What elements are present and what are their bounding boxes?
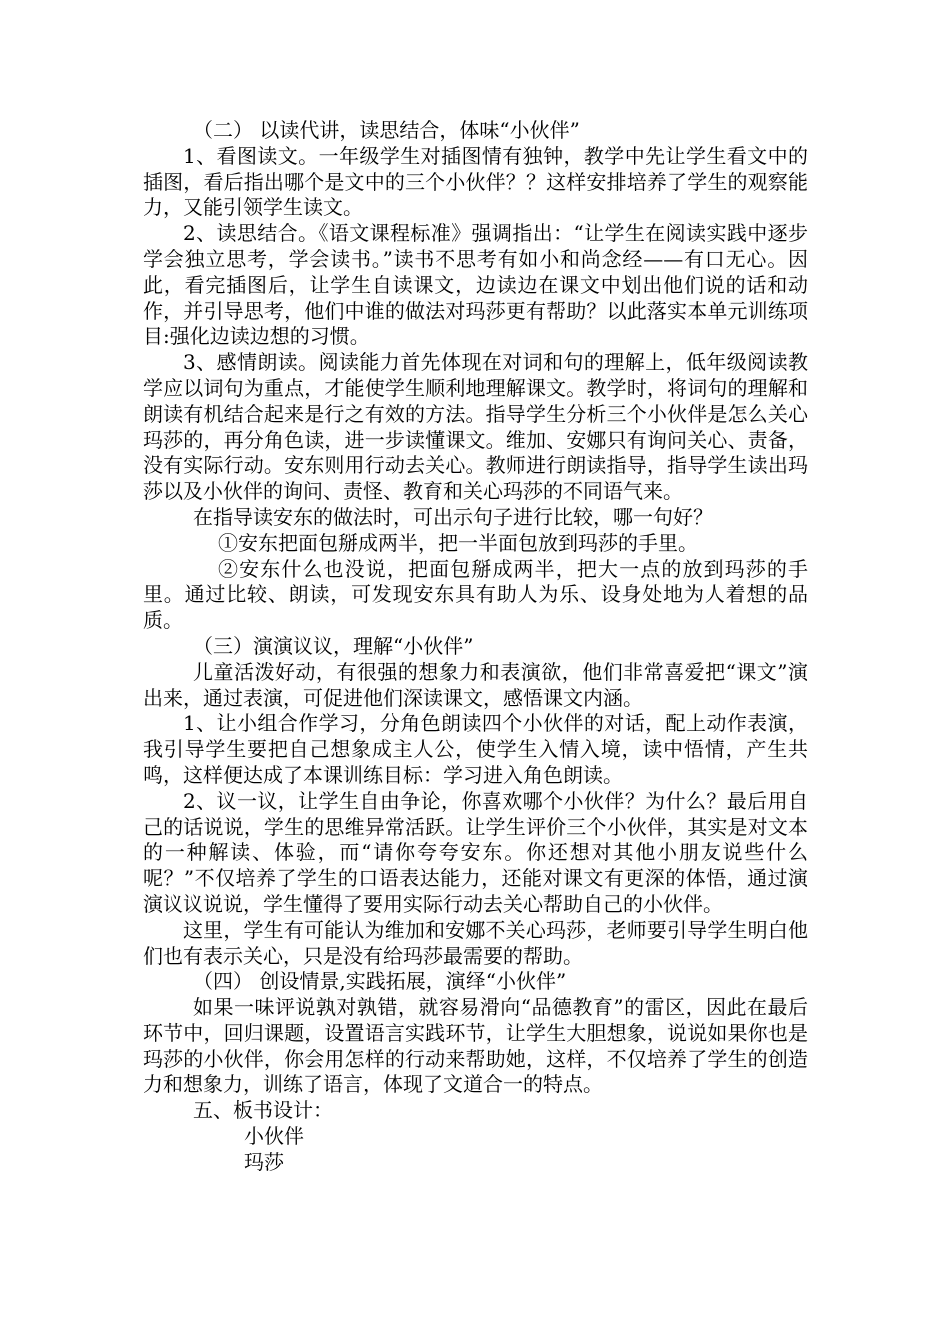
board-line-1: 小伙伴 xyxy=(244,1124,304,1149)
section-3-paragraph-4: 这里，学生有可能认为维加和安娜不关心玛莎，老师要引导学生明白他们也有表示关心，只是没有给玛莎最需要的帮助。 xyxy=(143,917,808,968)
document-body xyxy=(143,118,808,1176)
section-2-heading: （二） 以读代讲，读思结合，体味“小伙伴” xyxy=(193,118,580,142)
section-5-heading: 五、板书设计： xyxy=(193,1098,333,1123)
section-2-paragraph-4: 在指导读安东的做法时，可出示句子进行比较，哪一句好？ xyxy=(193,504,713,529)
section-3-paragraph-1: 儿童活泼好动，有很强的想象力和表演欲，他们非常喜爱把“课文”演出来，通过表演，可促进他们深读课文，感悟课文内涵。 xyxy=(143,659,808,710)
section-4-heading: （四） 创设情景,实践拓展，演绎“小伙伴” xyxy=(193,969,567,994)
section-2-paragraph-2: 2、读思结合。《语文课程标准》强调指出：“让学生在阅读实践中逐步学会独立思考，学会读书。”读书不思考有如小和尚念经——有口无心。因此，看完插图后，让学生自读课文，边读边在课文中划出他们说的话和动作，并引导思考，他们中谁的做法对玛莎更有帮助？以此落实本单元训练项目:强化边读边想的习惯。 xyxy=(143,221,808,349)
section-2-sentence-1: ①安东把面包掰成两半，把一半面包放到玛莎的手里。 xyxy=(218,530,698,555)
section-3-paragraph-3: 2、议一议，让学生自由争论，你喜欢哪个小伙伴？为什么？最后用自己的话说说，学生的思维异常活跃。让学生评价三个小伙伴，其实是对文本的一种解读、体验，而“请你夸夸安东。你还想对其他小朋友说些什么呢？”不仅培养了学生的口语表达能力，还能对课文有更深的体悟，通过演演议议说说，学生懂得了要用实际行动去关心帮助自己的小伙伴。 xyxy=(143,788,808,916)
section-4-paragraph-1: 如果一味评说孰对孰错，就容易滑向“品德教育”的雷区，因此在最后环节中，回归课题，设置语言实践环节，让学生大胆想象，说说如果你也是玛莎的小伙伴，你会用怎样的行动来帮助她，这样，不仅培养了学生的创造力和想象力，训练了语言，体现了文道合一的特点。 xyxy=(143,995,808,1097)
section-2-paragraph-3: 3、感情朗读。阅读能力首先体现在对词和句的理解上，低年级阅读教学应以词句为重点，才能使学生顺利地理解课文。教学时，将词句的理解和朗读有机结合起来是行之有效的方法。指导学生分析三个小伙伴是怎么关心玛莎的，再分角色读，进一步读懂课文。维加、安娜只有询问关心、责备，没有实际行动。安东则用行动去关心。教师进行朗读指导，指导学生读出玛莎以及小伙伴的询问、责怪、教育和关心玛莎的不同语气来。 xyxy=(143,350,808,504)
section-2-sentence-2: ②安东什么也没说，把面包掰成两半，把大一点的放到玛莎的手里。通过比较、朗读，可发现安东具有助人为乐、设身处地为人着想的品质。 xyxy=(143,556,808,633)
section-2-paragraph-1: 1、看图读文。一年级学生对插图情有独钟，教学中先让学生看文中的插图，看后指出哪个是文中的三个小伙伴？？这样安排培养了学生的观察能力，又能引领学生读文。 xyxy=(143,143,808,220)
section-3-paragraph-2: 1、让小组合作学习，分角色朗读四个小伙伴的对话，配上动作表演，我引导学生要把自己想象成主人公，使学生入情入境，读中悟情，产生共鸣，这样便达成了本课训练目标：学习进入角色朗读。 xyxy=(143,711,808,787)
section-3-heading: （三）演演议议，理解“小伙伴” xyxy=(193,633,474,658)
board-line-2: 玛莎 xyxy=(244,1149,284,1174)
